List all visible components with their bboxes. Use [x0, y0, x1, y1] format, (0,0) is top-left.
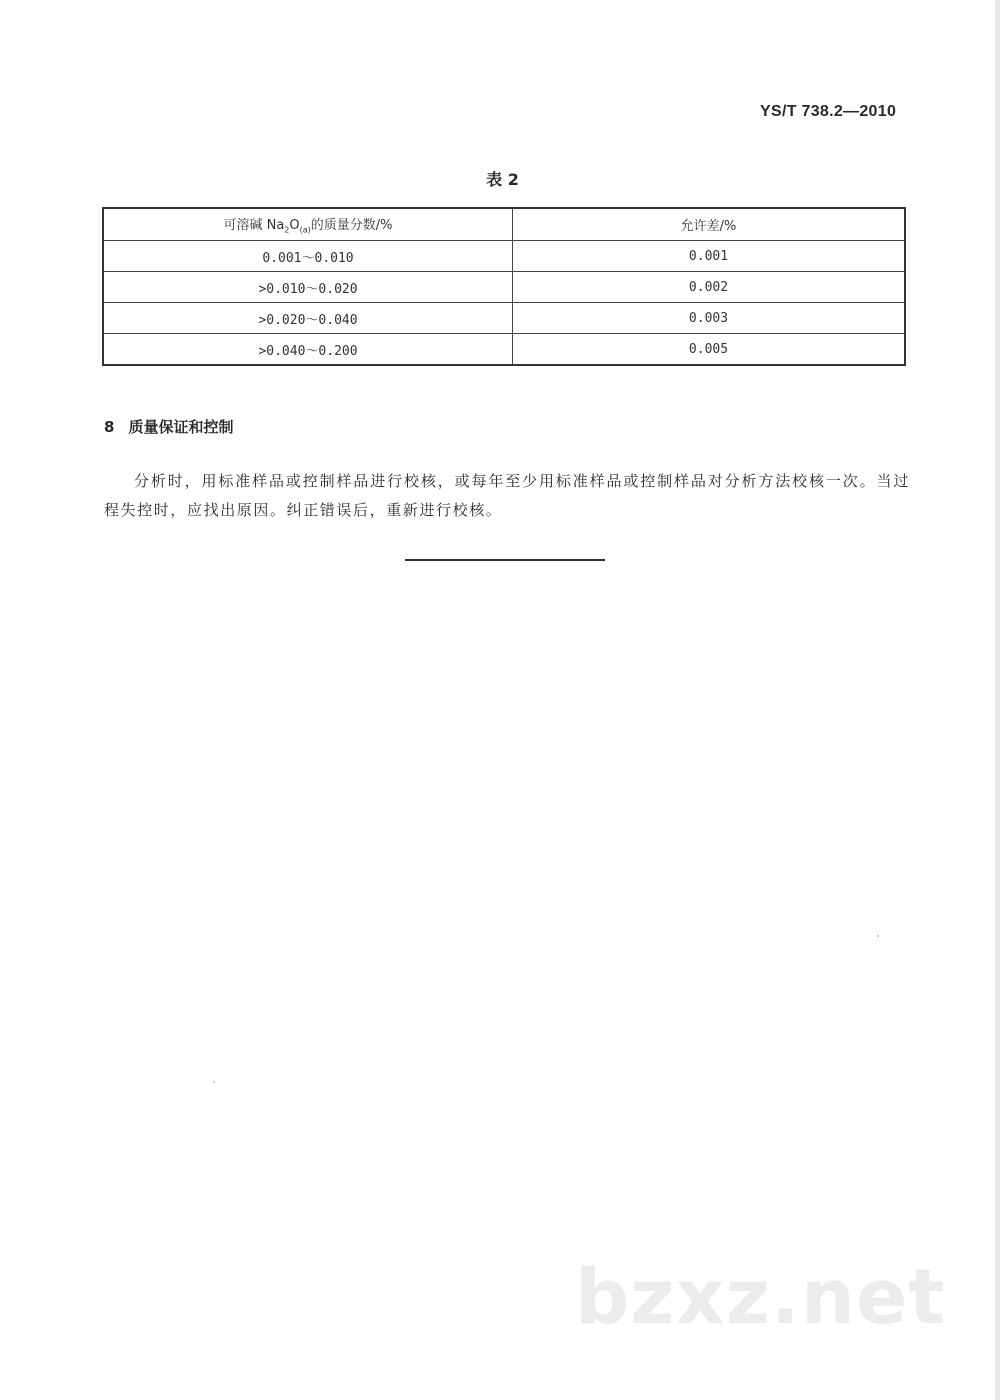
scan-speck	[877, 935, 879, 937]
cell-tolerance: 0.005	[513, 334, 906, 366]
scan-speck	[213, 1081, 215, 1083]
cell-range: >0.040～0.200	[103, 334, 513, 366]
table-row	[103, 334, 905, 366]
subscript-2: 2	[284, 225, 290, 235]
header-mass-fraction	[103, 208, 513, 241]
table-row	[103, 241, 905, 272]
cell-tolerance: 0.003	[513, 303, 906, 334]
table-row	[103, 272, 905, 303]
table-title: 表 2	[486, 170, 519, 189]
section-number: 8	[104, 418, 115, 436]
header-text-prefix: 可溶碱 Na	[223, 218, 285, 234]
section-title: 质量保证和控制	[128, 418, 234, 436]
cell-tolerance: 0.002	[513, 272, 906, 303]
table-row	[103, 303, 905, 334]
table-header-row	[103, 208, 905, 241]
subscript-a: (a)	[299, 225, 311, 235]
page-edge	[995, 0, 1000, 1400]
cell-range: >0.010～0.020	[103, 272, 513, 303]
watermark: bzxz.net	[575, 1252, 946, 1341]
standard-code: YS/T 738.2—2010	[760, 103, 897, 120]
tolerance-table	[102, 207, 906, 366]
cell-range: 0.001～0.010	[103, 241, 513, 272]
end-rule	[405, 559, 605, 561]
cell-tolerance: 0.001	[513, 241, 906, 272]
section-heading	[104, 416, 233, 437]
section-paragraph: 分析时，用标准样品或控制样品进行校核，或每年至少用标准样品或控制样品对分析方法校核一次。当过程失控时，应找出原因。纠正错误后，重新进行校核。	[104, 472, 910, 519]
cell-range: >0.020～0.040	[103, 303, 513, 334]
header-text-mid: O	[289, 218, 300, 234]
header-text-suffix: 的质量分数/%	[310, 218, 393, 234]
header-tolerance: 允许差/%	[513, 208, 906, 241]
